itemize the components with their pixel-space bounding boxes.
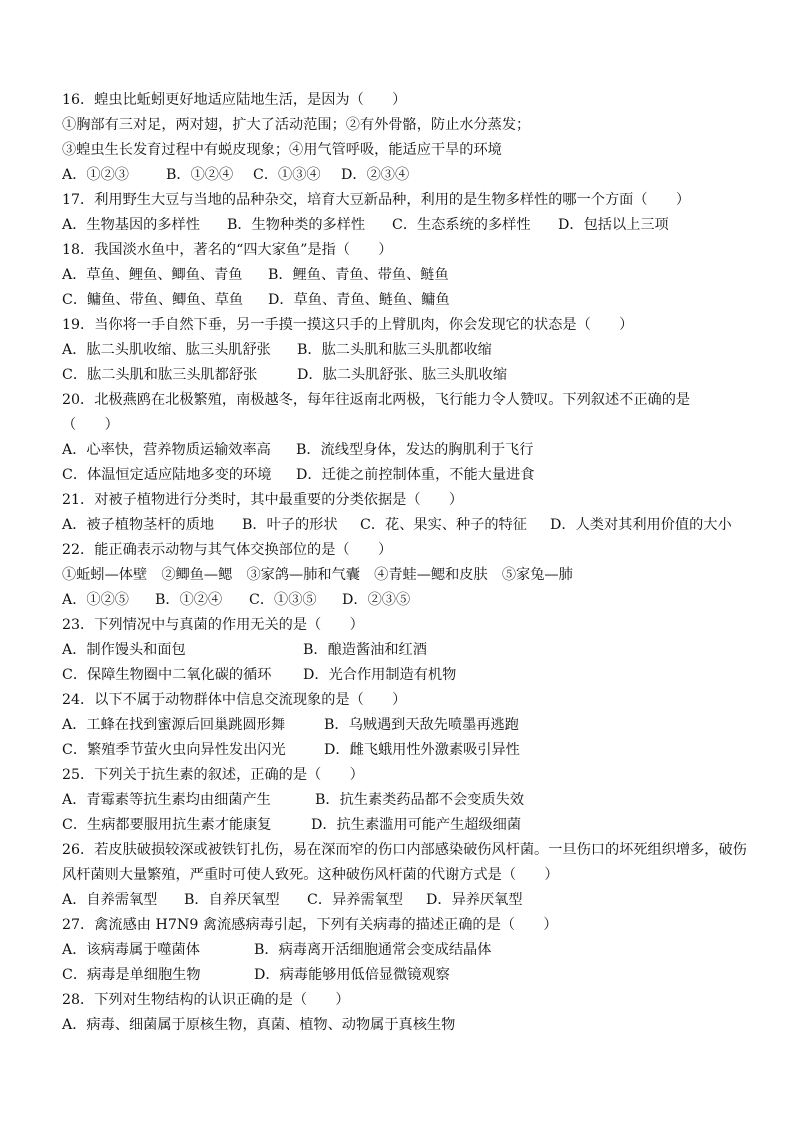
option-d: D．病毒能够用低倍显微镜观察	[254, 967, 450, 983]
question-26-options	[62, 888, 738, 913]
option-a: A．自养需氧型	[62, 892, 158, 908]
option-c: C．繁殖季节萤火虫向异性发出闪光	[62, 742, 286, 758]
option-c: C．体温恒定适应陆地多变的环境	[62, 467, 272, 483]
question-21-stem: 21．对被子植物进行分类时，其中最重要的分类依据是（ ）	[62, 492, 464, 508]
option-c: C．花、果实、种子的特征	[360, 517, 527, 533]
option-d: D．人类对其利用价值的大小	[550, 517, 732, 533]
question-17-stem: 17．利用野生大豆与当地的品种杂交，培育大豆新品种，利用的是生物多样性的哪一个方面（ ）	[62, 192, 691, 208]
option-a: A．①②③	[62, 167, 129, 183]
option-c: C．生病都要服用抗生素才能康复	[62, 817, 272, 833]
question-27-options-row-1	[62, 938, 738, 963]
option-d: D．迁徙之前控制体重，不能大量进食	[296, 467, 535, 483]
question-24-stem: 24．以下不属于动物群体中信息交流现象的是（ ）	[62, 692, 407, 708]
option-a: A．该病毒属于噬菌体	[62, 942, 200, 958]
option-a: A．制作馒头和面包	[62, 642, 186, 658]
question-20-options-row-2	[62, 463, 738, 488]
question-27-stem: 27．禽流感由 H7N9 禽流感病毒引起，下列有关病毒的描述正确的是（ ）	[62, 917, 558, 933]
option-a: A．心率快，营养物质运输效率高	[62, 442, 271, 458]
option-d: D．光合作用制造有机物	[303, 667, 457, 683]
question-19-stem: 19．当你将一手自然下垂，另一手摸一摸这只手的上臂肌肉，你会发现它的状态是（ ）	[62, 317, 634, 333]
question-21-options	[62, 513, 738, 538]
option-d: D．包括以上三项	[558, 217, 669, 233]
option-d: D．异养厌氧型	[426, 892, 523, 908]
option-d: D．草鱼、青鱼、鲢鱼、鳙鱼	[268, 292, 450, 308]
question-20-stem-continued: （ ）	[62, 417, 119, 433]
option-a: A．肱二头肌收缩、肱三头肌舒张	[62, 342, 271, 358]
question-18-options-row-2	[62, 288, 738, 313]
question-16-options	[62, 163, 738, 188]
option-d: D．肱二头肌舒张、肱三头肌收缩	[297, 367, 508, 383]
option-c: C．保障生物圈中二氧化碳的循环	[62, 667, 272, 683]
option-a: A．病毒、细菌属于原核生物，真菌、植物、动物属于真核生物	[62, 1017, 456, 1033]
option-b: B．①②④	[166, 167, 234, 183]
option-c: C．①③④	[253, 167, 321, 183]
option-b: B．鲤鱼、青鱼、带鱼、鲢鱼	[268, 267, 449, 283]
question-22-statements: ①蚯蚓—体壁 ②鲫鱼—鳃 ③家鸽—肺和气囊 ④青蛙—鳃和皮肤 ⑤家兔—肺	[62, 567, 573, 583]
option-d: D．②③⑤	[342, 592, 411, 608]
option-b: B．病毒离开活细胞通常会变成结晶体	[254, 942, 492, 958]
question-20-options-row-1	[62, 438, 738, 463]
option-b: B．肱二头肌和肱三头肌都收缩	[297, 342, 492, 358]
question-26-stem: 26．若皮肤破损较深或被铁钉扎伤，易在深而窄的伤口内部感染破伤风杆菌。一旦伤口的坏死组织增多，破伤	[62, 842, 747, 858]
option-c: C．鳙鱼、带鱼、鲫鱼、草鱼	[62, 292, 244, 308]
option-a: A．青霉素等抗生素均由细菌产生	[62, 792, 271, 808]
option-a: A．被子植物茎杆的质地	[62, 517, 215, 533]
option-a: A．草鱼、鲤鱼、鲫鱼、青鱼	[62, 267, 243, 283]
question-22-options	[62, 588, 738, 613]
option-c: C．肱二头肌和肱三头肌都舒张	[62, 367, 258, 383]
question-26-stem-continued: 风杆菌则大量繁殖，严重时可使人致死。这种破伤风杆菌的代谢方式是（ ）	[62, 867, 559, 883]
question-16-stem: 16．蝗虫比蚯蚓更好地适应陆地生活，是因为（ ）	[62, 92, 407, 108]
option-b: B．自养厌氧型	[184, 892, 280, 908]
question-27-options-row-2	[62, 963, 738, 988]
question-22-stem: 22．能正确表示动物与其气体交换部位的是（ ）	[62, 542, 393, 558]
option-a: A．生物基因的多样性	[62, 217, 200, 233]
option-c: C．异养需氧型	[307, 892, 403, 908]
question-28-stem: 28．下列对生物结构的认识正确的是（ ）	[62, 992, 350, 1008]
question-18-stem: 18．我国淡水鱼中，著名的“四大家鱼”是指（ ）	[62, 242, 393, 258]
question-23-options-row-1	[62, 638, 738, 663]
option-c: C．①③⑤	[249, 592, 317, 608]
question-23-options-row-2	[62, 663, 738, 688]
option-b: B．生物种类的多样性	[227, 217, 366, 233]
option-d: D．②③④	[341, 167, 410, 183]
option-b: B．叶子的形状	[242, 517, 338, 533]
question-24-options-row-2	[62, 738, 738, 763]
option-d: D．雌飞蛾用性外激素吸引异性	[324, 742, 520, 758]
option-a: A．①②⑤	[62, 592, 129, 608]
question-25-options-row-1	[62, 788, 738, 813]
question-24-options-row-1	[62, 713, 738, 738]
question-25-stem: 25．下列关于抗生素的叙述，正确的是（ ）	[62, 767, 364, 783]
option-a: A．工蜂在找到蜜源后回巢跳圆形舞	[62, 717, 286, 733]
question-17-options	[62, 213, 738, 238]
option-b: B．①②④	[155, 592, 223, 608]
question-19-options-row-2	[62, 363, 738, 388]
question-16-statement-1: ①胸部有三对足，两对翅，扩大了活动范围；②有外骨骼，防止水分蒸发；	[62, 117, 531, 133]
option-c: C．病毒是单细胞生物	[62, 967, 201, 983]
exam-page	[62, 88, 747, 1038]
option-b: B．酿造酱油和红酒	[303, 642, 427, 658]
question-18-options-row-1	[62, 263, 738, 288]
option-b: B．乌贼遇到天敌先喷墨再逃跑	[324, 717, 519, 733]
question-20-stem: 20．北极燕鸥在北极繁殖，南极越冬，每年往返南北两极，飞行能力令人赞叹。下列叙述不正确的是	[62, 392, 691, 408]
option-d: D．抗生素滥用可能产生超级细菌	[311, 817, 522, 833]
question-25-options-row-2	[62, 813, 738, 838]
option-b: B．流线型身体，发达的胸肌利于飞行	[296, 442, 534, 458]
question-19-options-row-1	[62, 338, 738, 363]
question-16-statement-2: ③蝗虫生长发育过程中有蜕皮现象；④用气管呼吸，能适应干旱的环境	[62, 142, 502, 158]
question-23-stem: 23．下列情况中与真菌的作用无关的是（ ）	[62, 617, 364, 633]
option-b: B．抗生素类药品都不会变质失效	[315, 792, 525, 808]
option-c: C．生态系统的多样性	[392, 217, 531, 233]
